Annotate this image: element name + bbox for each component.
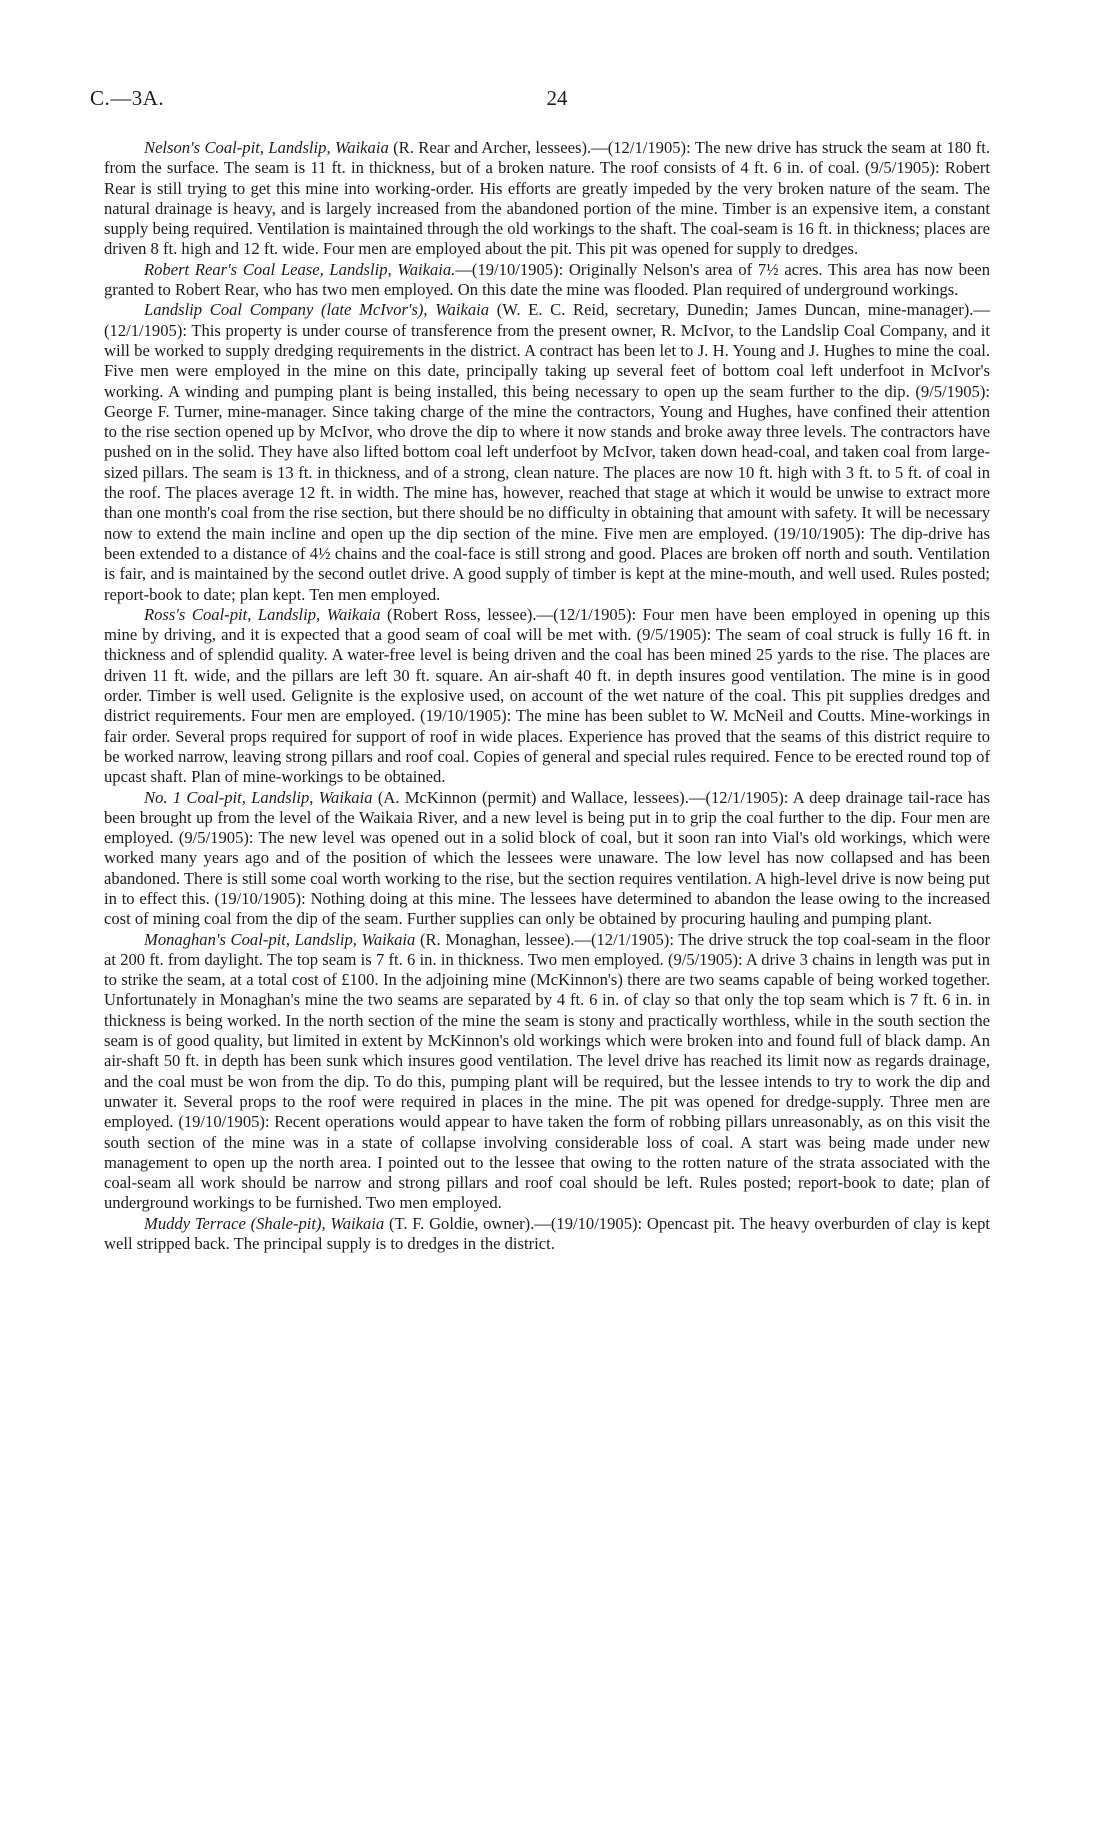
entry-text: (A. McKinnon (permit) and Wallace, lessees).—(12/1/1905): A deep drainage tail-race has been brought up from the level of the Waikaia River, and a new level is being put in to grip the coal further to the dip. Four men are employed. (9/5/1905): The new level was opened out in a solid block of coal, but it soon ran into Vial's old workings, which were worked many years ago and of the position of which the lessees were unaware. The low level has now collapsed and has been abandoned. There is still some coal worth working to the rise, but the section requires ventilation. A high-level drive is now being put in to effect this. (19/10/1905): Nothing doing at this mine. The lessees have determined to abandon the lease owing to the increased cost of mining coal from the dip of the seam. Further supplies can only be obtained by procuring hauling and pumping plant. <box>104 787 990 929</box>
entry-ross-coal-pit <box>104 605 990 788</box>
entry-title: Ross's Coal-pit, Landslip, Waikaia <box>144 604 381 624</box>
entry-title: Nelson's Coal-pit, Landslip, Waikaia <box>144 138 389 157</box>
entry-robert-rears-coal-lease <box>104 260 990 301</box>
entry-title: Landslip Coal Company (late McIvor's), Waikaia <box>144 300 490 320</box>
entry-text: —(19/10/1905): Originally Nelson's area of 7½ acres. This area has now been granted to Robert Rear, who has two men employed. On this date the mine was flooded. Plan required of underground workings. <box>104 259 991 300</box>
entry-text: (T. F. Goldie, owner).—(19/10/1905): Opencast pit. The heavy overburden of clay is kept well stripped back. The principal supply is to dredges in the district. <box>104 1213 991 1254</box>
entry-text: (Robert Ross, lessee).—(12/1/1905): Four men have been employed in opening up this mine by driving, and it is expected that a good seam of coal will be met with. (9/5/1905): The seam of coal struck is fully 16 ft. in thickness and of splendid quality. A water-free level is being driven and the coal has been mined 25 yards to the rise. The places are driven 11 ft. wide, and the pillars are left 30 ft. square. An air-shaft 40 ft. in depth insures good ventilation. The mine is in good order. Timber is well used. Gelignite is the explosive used, on account of the wet nature of the coal. This pit supplies dredges and district requirements. Four men are employed. (19/10/1905): The mine has been sublet to W. McNeil and Coutts. Mine-workings in fair order. Several props required for support of roof in wide places. Experience has proved that the seams of this district require to be worked narrow, leaving strong pillars and roof coal. Copies of general and special rules required. Fence to be erected round top of upcast shaft. Plan of mine-workings to be obtained. <box>104 604 990 787</box>
entry-text: (W. E. C. Reid, secretary, Dunedin; James Duncan, mine-manager).—(12/1/1905): This property is under course of transference from the present owner, R. McIvor, to the Landslip Coal Company, and it will be worked to supply dredging requirements in the district. A contract has been let to J. H. Young and J. Hughes to mine the coal. Five men were employed in the mine on this date, principally taking up several feet of bottom coal left underfoot in McIvor's working. A winding and pumping plant is being installed, this being necessary to open up the seam further to the dip. (9/5/1905): George F. Turner, mine-manager. Since taking charge of the mine the contractors, Young and Hughes, have confined their attention to the rise section opened up by McIvor, who drove the dip to where it now stands and broke away three levels. The contractors have pushed on in the solid. They have also lifted bottom coal left underfoot by McIvor, taken down head-coal, and taken coal from large-sized pillars. The seam is 13 ft. in thickness, and of a strong, clean nature. The places are now 10 ft. high with 3 ft. to 5 ft. of coal in the roof. The places average 12 ft. in width. The mine has, however, reached that stage at which it would be unwise to extract more than one month's coal from the rise section, but there should be no difficulty in obtaining that amount with safety. It will be necessary now to extend the main incline and open up the dip section of the mine. Five men are employed. (19/10/1905): The dip-drive has been extended to a distance of 4½ chains and the coal-face is still strong and good. Places are broken off north and south. Ventilation is fair, and is maintained by the second outlet drive. A good supply of timber is kept at the mine-mouth, and well used. Rules posted; report-book to date; plan kept. Ten men employed. <box>104 300 990 604</box>
entry-nelsons-coal-pit <box>104 138 990 260</box>
entry-title: Robert Rear's Coal Lease, Landslip, Waikaia. <box>144 259 456 279</box>
entry-monaghans-coal-pit <box>104 930 990 1214</box>
report-body <box>104 138 990 1254</box>
page-number: 24 <box>546 86 568 110</box>
entry-landslip-coal-company <box>104 300 990 604</box>
entry-title: No. 1 Coal-pit, Landslip, Waikaia <box>144 787 373 807</box>
page-header <box>90 86 1024 116</box>
entry-text: (R. Rear and Archer, lessees).—(12/1/1905): The new drive has struck the seam at 180 ft. from the surface. The seam is 11 ft. in thickness, but of a broken nature. The roof consists of 4 ft. 6 in. of coal. (9/5/1905): Robert Rear is still trying to get this mine into working-order. His efforts are greatly impeded by the very broken nature of the seam. The natural drainage is heavy, and is largely increased from the abandoned portion of the mine. Timber is an expensive item, a constant supply being required. Ventilation is maintained through the old workings to the shaft. The coal-seam is 16 ft. in thickness; places are driven 8 ft. high and 12 ft. wide. Four men are employed about the pit. This pit was opened for supply to dredges. <box>104 138 991 259</box>
entry-title: Monaghan's Coal-pit, Landslip, Waikaia <box>144 929 416 949</box>
entry-text: (R. Monaghan, lessee).—(12/1/1905): The drive struck the top coal-seam in the floor at 200 ft. from daylight. The top seam is 7 ft. 6 in. in thickness. Two men employed. (9/5/1905): A drive 3 chains in length was put in to strike the seam, at a total cost of £100. In the adjoining mine (McKinnon's) there are two seams capable of being worked together. Unfortunately in Monaghan's mine the two seams are separated by 4 ft. 6 in. of clay so that only the top seam which is 7 ft. 6 in. in thickness is being worked. In the north section of the mine the seam is stony and practically worthless, while in the south section the seam is of good quality, but limited in extent by McKinnon's old workings which were broken into and found full of black damp. An air-shaft 50 ft. in depth has been sunk which insures good ventilation. The level drive has reached its limit now as regards drainage, and the coal must be won from the dip. To do this, pumping plant will be required, but the lessee intends to try to work the dip and unwater it. Several props to the roof were required in places in the mine. The pit was opened for dredge-supply. Three men are employed. (19/10/1905): Recent operations would appear to have taken the form of robbing pillars unreasonably, as on this visit the south section of the mine was in a state of collapse involving considerable loss of coal. A start was being made under new management to open up the north area. I pointed out to the lessee that owing to the rotten nature of the strata associated with the coal-seam all work should be narrow and strong pillars and roof coal should be left. Rules posted; report-book to date; plan of underground workings to be furnished. Two men employed. <box>104 929 990 1213</box>
entry-no1-coal-pit <box>104 788 990 930</box>
entry-muddy-terrace <box>104 1214 990 1255</box>
entry-title: Muddy Terrace (Shale-pit), Waikaia <box>144 1213 385 1233</box>
document-reference: C.—3A. <box>90 86 165 110</box>
